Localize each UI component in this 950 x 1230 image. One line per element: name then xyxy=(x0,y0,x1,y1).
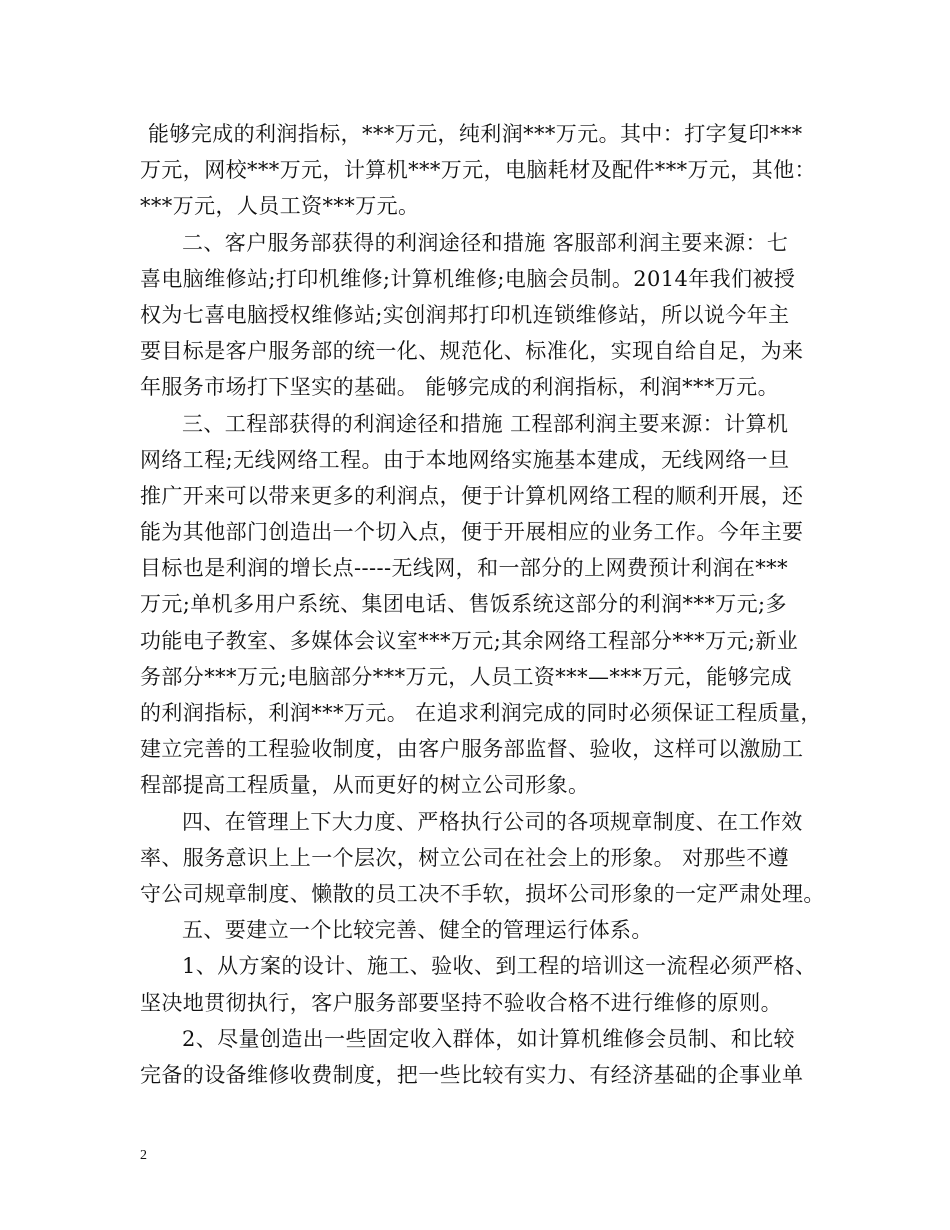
text-line: 要目标是客户服务部的统一化、规范化、标准化，实现自给自足，为来 xyxy=(140,339,804,364)
text-line: ***万元，人员工资***万元。 xyxy=(140,194,420,219)
section-heading-line: 二、客户服务部获得的利润途径和措施 客服部利润主要来源：七 xyxy=(182,230,789,255)
text-line: 年服务市场打下坚实的基础。 能够完成的利润指标，利润***万元。 xyxy=(140,375,779,400)
text-line: 喜电脑维修站;打印机维修;计算机维修;电脑会员制。2014年我们被授 xyxy=(140,266,796,291)
text-line: 万元;单机多用户系统、集团电话、售饭系统这部分的利润***万元;多 xyxy=(140,592,787,617)
text-line: 网络工程;无线网络工程。由于本地网络实施基本建成，无线网络一旦 xyxy=(140,447,790,472)
page-number: 2 xyxy=(140,1148,147,1163)
text-line: 守公司规章制度、懒散的员工决不手软，损坏公司形象的一定严肃处理。 xyxy=(140,881,825,906)
text-line: 程部提高工程质量，从而更好的树立公司形象。 xyxy=(140,773,590,798)
list-item-line: 1、从方案的设计、施工、验收、到工程的培训这一流程必须严格、 xyxy=(182,954,817,979)
text-line: 完备的设备维修收费制度，把一些比较有实力、有经济基础的企事业单 xyxy=(140,1062,804,1087)
text-line: 权为七喜电脑授权维修站;实创润邦打印机连锁维修站，所以说今年主 xyxy=(140,302,790,327)
text-line: 坚决地贯彻执行，客户服务部要坚持不验收合格不进行维修的原则。 xyxy=(140,990,782,1015)
text-line: 建立完善的工程验收制度，由客户服务部监督、验收，这样可以激励工 xyxy=(140,737,804,762)
text-line: 功能电子教室、多媒体会议室***万元;其余网络工程部分***万元;新业 xyxy=(140,628,799,653)
section-heading-line: 四、在管理上下大力度、严格执行公司的各项规章制度、在工作效 xyxy=(182,809,803,834)
text-line: 能够完成的利润指标，***万元，纯利润***万元。其中：打字复印*** xyxy=(148,122,803,146)
list-item-line: 2、尽量创造出一些固定收入群体，如计算机维修会员制、和比较 xyxy=(182,1026,795,1051)
text-line: 务部分***万元;电脑部分***万元，人员工资***—***万元，能够完成 xyxy=(140,664,792,689)
text-line: 推广开来可以带来更多的利润点，便于计算机网络工程的顺利开展，还 xyxy=(140,483,804,508)
text-line: 万元，网校***万元，计算机***万元，电脑耗材及配件***万元，其他： xyxy=(140,158,816,183)
section-heading-line: 五、要建立一个比较完善、健全的管理运行体系。 xyxy=(182,918,653,943)
section-heading-line: 三、工程部获得的利润途径和措施 工程部利润主要来源：计算机 xyxy=(182,411,789,436)
text-line: 能为其他部门创造出一个切入点，便于开展相应的业务工作。今年主要 xyxy=(140,520,804,545)
document-body xyxy=(140,116,825,1093)
text-line: 的利润指标，利润***万元。 在追求利润完成的同时必须保证工程质量， xyxy=(140,701,822,725)
text-line: 率、服务意识上上一个层次，树立公司在社会上的形象。 对那些不遵 xyxy=(140,845,790,870)
text-line: 目标也是利润的增长点-----无线网，和一部分的上网费预计利润在*** xyxy=(140,556,788,581)
